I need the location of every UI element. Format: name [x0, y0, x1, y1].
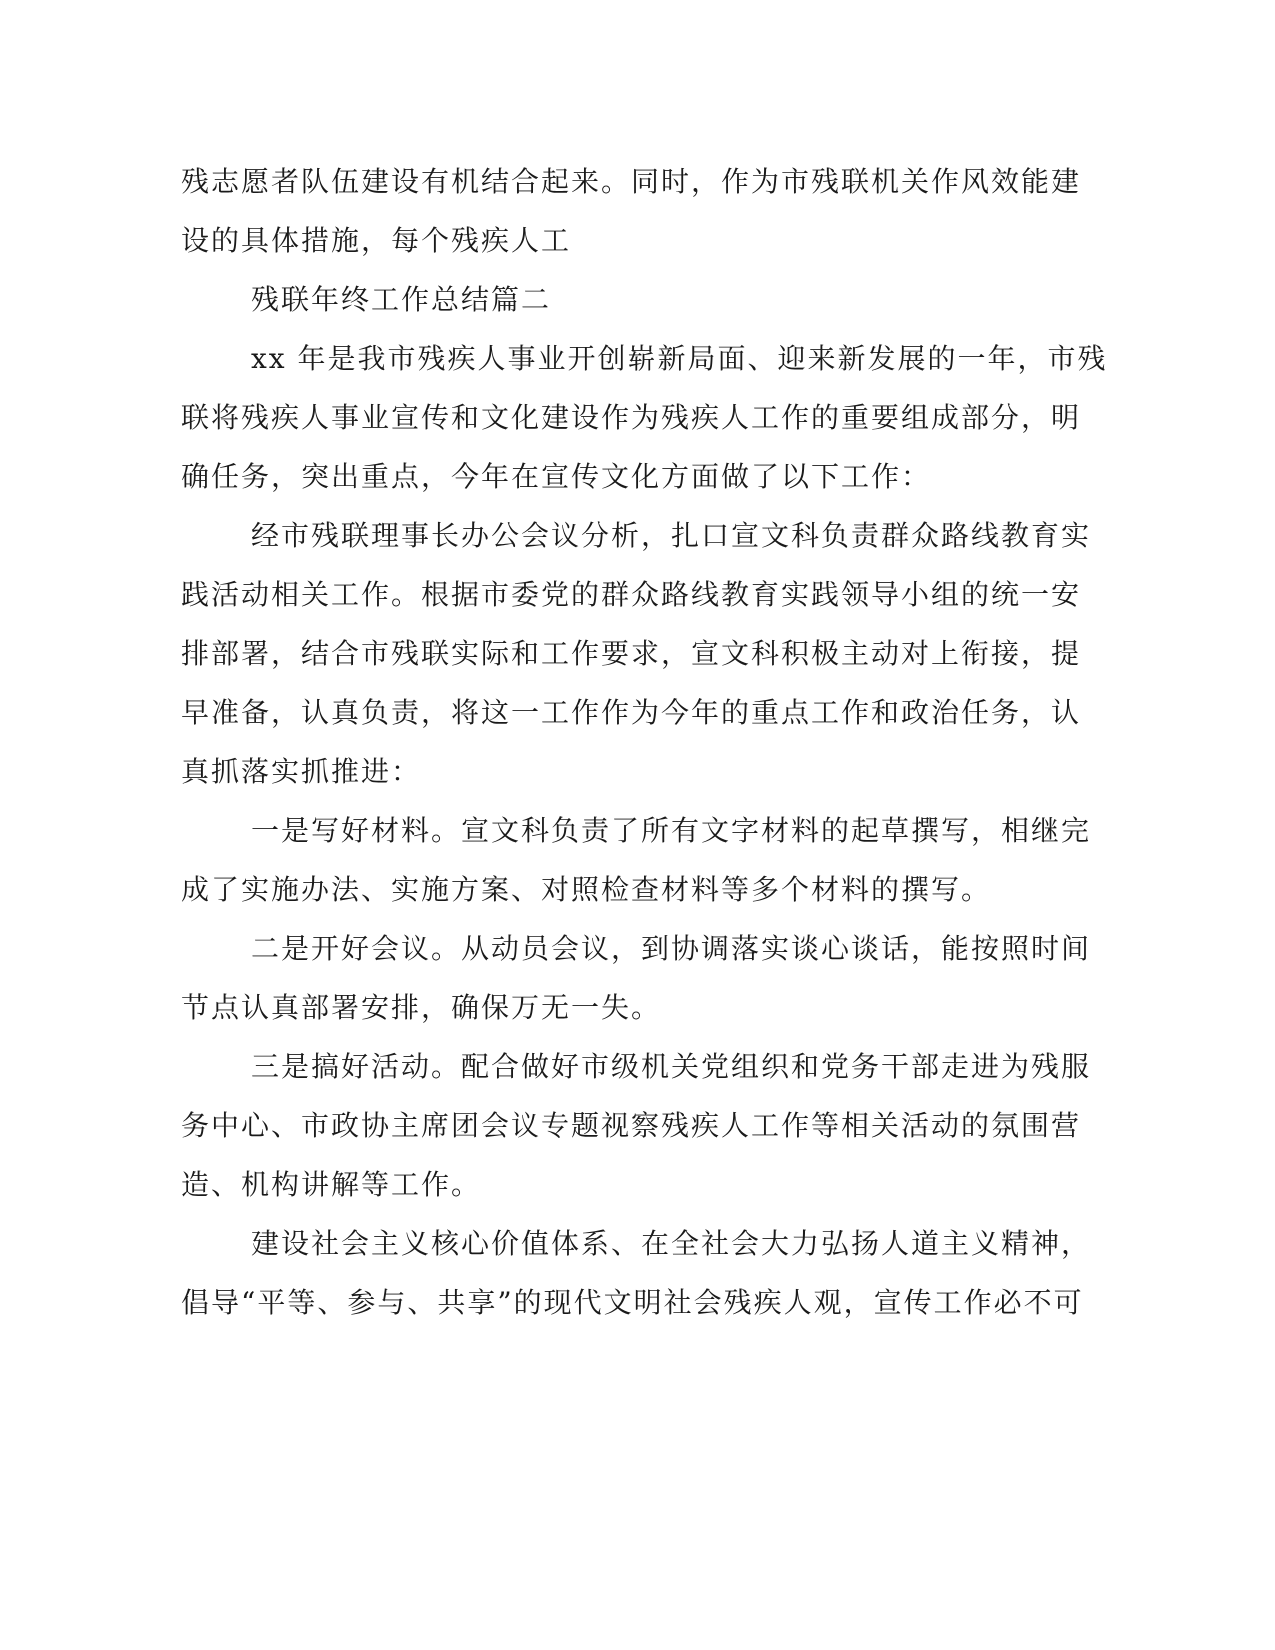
text-line: 联将残疾人事业宣传和文化建设作为残疾人工作的重要组成部分，明: [181, 401, 1082, 434]
text-line: 残志愿者队伍建设有机结合起来。同时，作为市残联机关作风效能建: [181, 165, 1082, 198]
text-line: 务中心、市政协主席团会议专题视察残疾人工作等相关活动的氛围营: [181, 1109, 1082, 1142]
text-line: 造、机构讲解等工作。: [181, 1168, 482, 1201]
text-line: 排部署，结合市残联实际和工作要求，宣文科积极主动对上衔接，提: [181, 637, 1082, 670]
text-line: 三是搞好活动。配合做好市级机关党组织和党务干部走进为残服: [251, 1050, 1092, 1083]
text-line: 二是开好会议。从动员会议，到协调落实谈心谈话，能按照时间: [251, 932, 1092, 965]
text-line: 早准备，认真负责，将这一工作作为今年的重点工作和政治任务，认: [181, 696, 1082, 729]
section-heading: 残联年终工作总结篇二: [251, 283, 552, 316]
text-line: 践活动相关工作。根据市委党的群众路线教育实践领导小组的统一安: [181, 578, 1082, 611]
text-line: 确任务，突出重点，今年在宣传文化方面做了以下工作：: [181, 460, 932, 493]
text-line: 真抓落实抓推进：: [181, 755, 422, 788]
text-line: 节点认真部署安排，确保万无一失。: [181, 991, 662, 1024]
text-line: 倡导“平等、参与、共享”的现代文明社会残疾人观，宣传工作必不可: [181, 1286, 1084, 1319]
text-line: 经市残联理事长办公会议分析，扎口宣文科负责群众路线教育实: [251, 519, 1092, 552]
text-line: xx 年是我市残疾人事业开创崭新局面、迎来新发展的一年，市残: [251, 342, 1108, 375]
text-line: 设的具体措施，每个残疾人工: [181, 224, 572, 257]
text-line: 建设社会主义核心价值体系、在全社会大力弘扬人道主义精神，: [251, 1227, 1092, 1260]
text-line: 成了实施办法、实施方案、对照检查材料等多个材料的撰写。: [181, 873, 992, 906]
text-line: 一是写好材料。宣文科负责了所有文字材料的起草撰写，相继完: [251, 814, 1092, 847]
